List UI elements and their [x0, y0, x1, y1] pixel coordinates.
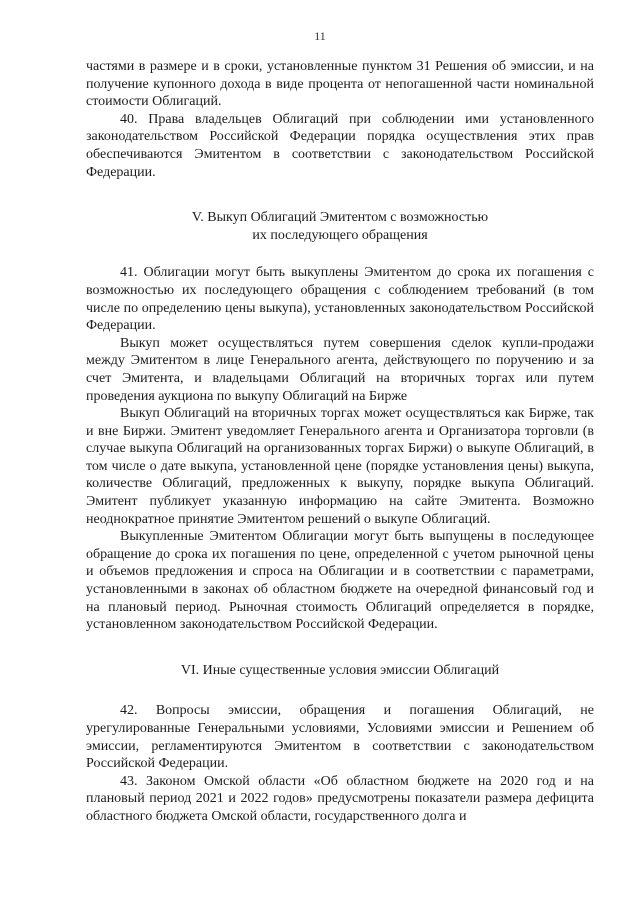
- section-5-heading-line-1: V. Выкуп Облигаций Эмитентом с возможностью: [191, 210, 489, 226]
- paragraph-42: 42. Вопросы эмиссии, обращения и погашения Облигаций, не урегулированные Генеральными условиями, Условиями эмиссии и Решением об эмиссии, регламентируются Эмитентом в соответствии с законодательством Российской Федерации.: [86, 703, 594, 772]
- paragraph-continuation: частями в размере и в сроки, установленные пунктом 31 Решения об эмиссии, и на получение купонного дохода в виде процента от непогашенной части номинальной стоимости Облигаций.: [86, 59, 594, 110]
- page-number: 11: [314, 29, 326, 43]
- section-5-heading-line-2: их последующего обращения: [252, 227, 428, 243]
- paragraph-41-c: Выкуп Облигаций на вторичных торгах может осуществляться как Бирже, так и вне Биржи. Эмитент уведомляет Генерального агента и Организатора торговли (в случае выкупа Облигаций на организованных торгах Биржи) о выкупе Облигаций, в том числе о дате выкупа, установленной цене (порядке установления цены) выкупа, количестве Облигаций, предложенных к выкупу, порядке выкупа Облигаций. Эмитент публикует указанную информацию на сайте Эмитента. Возможно неоднократное принятие Эмитентом решений о выкупе Облигаций.: [86, 406, 594, 527]
- paragraph-40: 40. Права владельцев Облигаций при соблюдении ими установленного законодательством Российской Федерации порядка осуществления этих прав обеспечиваются Эмитентом в соответствии с законодательством Российской Федерации.: [86, 111, 594, 180]
- section-5-heading: [86, 209, 594, 244]
- paragraph-41: 41. Облигации могут быть выкуплены Эмитентом до срока их погашения с возможностью их последующего обращения с соблюдением требований (в том числе по определению цены выкупа), установленных законодательством Российской Федерации.: [86, 265, 594, 334]
- paragraph-41-b: Выкуп может осуществляться путем совершения сделок купли-продажи между Эмитентом в лице Генерального агента, действующего по поручению и за счет Эмитента, и владельцами Облигаций на вторичных торгах или путем проведения аукциона по выкупу Облигаций на Бирже: [86, 335, 594, 404]
- paragraph-41-d: Выкупленные Эмитентом Облигации могут быть выпущены в последующее обращение до срока их погашения по цене, определенной с учетом рыночной цены и объемов предложения и спроса на Облигации и в соответствии с параметрами, установленными в законах об областном бюджете на очередной финансовый год и на плановый период. Рыночная стоимость Облигаций определяется в порядке, установленном законодательством Российской Федерации.: [86, 529, 594, 633]
- paragraph-43: 43. Законом Омской области «Об областном бюджете на 2020 год и на плановый период 2021 и 2022 годов» предусмотрены показатели размера дефицита областного бюджета Омской области, государственного долга и: [86, 773, 594, 824]
- section-6-heading: VI. Иные существенные условия эмиссии Облигаций: [180, 662, 500, 678]
- document-body: [86, 58, 594, 826]
